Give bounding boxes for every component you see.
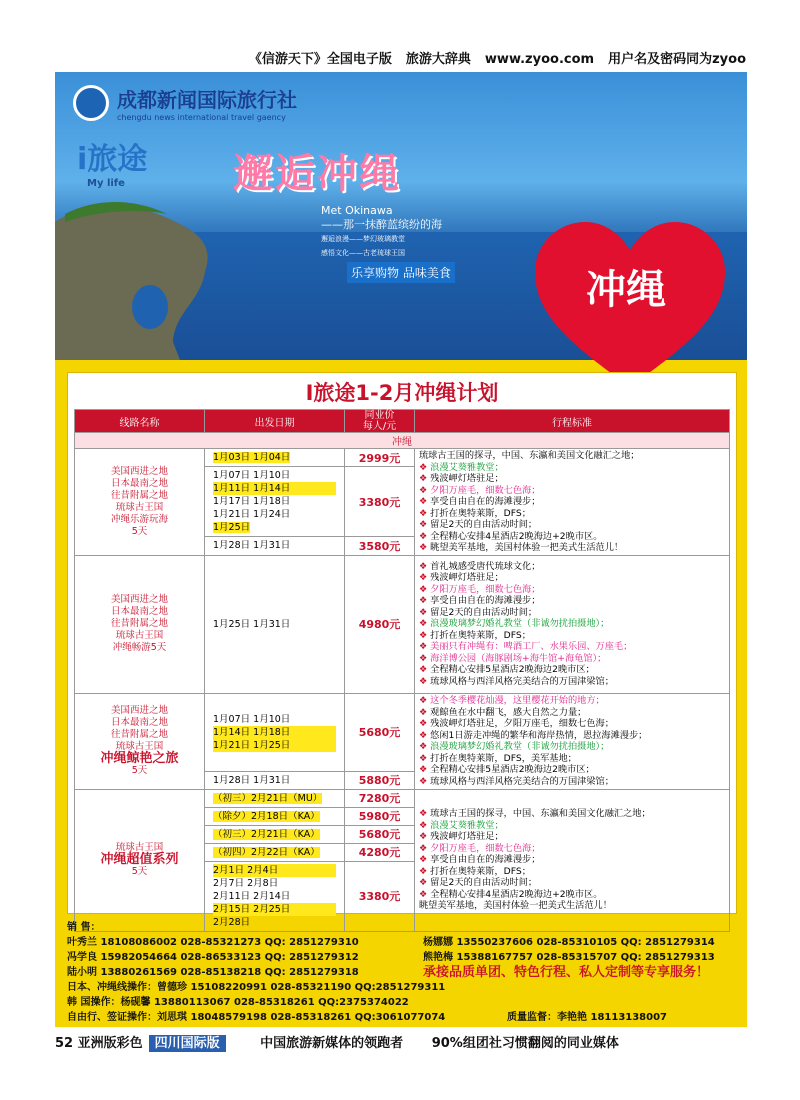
route-name-3: 美国西进之地 日本最南之地 往昔附属之地 琉球古王国 冲绳鲸艳之旅 5天 — [75, 693, 205, 789]
itour-logo — [77, 134, 147, 189]
route-name-2: 美国西进之地 日本最南之地 往昔附属之地 琉球古王国 冲绳畅游5天 — [75, 555, 205, 693]
contact: 韩 国操作：杨砚馨 13880113067 028-85318261 QQ:2375374022 — [67, 997, 409, 1008]
page-footer — [55, 1032, 747, 1051]
table-row — [75, 693, 730, 771]
region-label: 冲绳 — [75, 433, 730, 449]
price-cell: 4280元 — [345, 843, 415, 861]
price-cell: 5980元 — [345, 807, 415, 825]
met-tagline: ——那一抹醉蓝缤纷的海 — [321, 218, 442, 231]
date-cell: （初三）2月21日（KA） — [205, 825, 345, 843]
culture-line: 感悟文化——古老琉球王国 — [321, 249, 405, 257]
slogan-1: 中国旅游新媒体的领跑者 — [260, 1036, 404, 1051]
contact: 陆小明 13880261569 028-85138218 QQ: 2851279318 — [67, 967, 359, 978]
shopping-badge: 乐享购物 品味美食 — [347, 262, 455, 283]
contact: 冯学良 15982054664 028-86533123 QQ: 2851279312 — [67, 952, 359, 963]
company-logo — [73, 84, 297, 122]
feature-cell: ❖ 首礼城感受唐代琉球文化； ❖ 残波岬灯塔驻足； ❖ 夕阳万座毛，细数七色海； ❖ 享受自由自在的海滩漫步； ❖ 留足2天的自由活动时间； ❖ 浪漫玻璃梦幻婚礼教堂（非诚勿扰拍摄地）； ❖ 打折在奥特莱斯，DFS； ❖ 美丽只有冲绳有：啤酒工厂、水果乐园、万座毛； ❖ 海洋博公园（海豚剧场+海牛馆+海龟馆）； ❖ 全程精心安排5星酒店2晚海边2晚市区； ❖ 琉球风格与西洋风格完美结合的万国津梁馆； — [415, 555, 730, 693]
col-price: 同业价 每人/元 — [345, 410, 415, 433]
hero-title: 邂逅冲绳 — [233, 151, 401, 197]
ad-frame — [55, 72, 747, 1027]
price-cell: 5680元 — [345, 693, 415, 771]
route-table — [74, 409, 730, 932]
table-header — [75, 410, 730, 433]
date-cell: 1月28日 1月31日 — [205, 771, 345, 789]
route-name-1: 美国西进之地 日本最南之地 往昔附属之地 琉球古王国 冲绳乐游玩海 5天 — [75, 449, 205, 556]
top-header — [0, 48, 800, 67]
date-cell: （除夕）2月18日（KA） — [205, 807, 345, 825]
hero-subtitle-block — [321, 204, 442, 260]
company-name-en: chengdu news international travel gaency — [117, 113, 286, 122]
contact: 叶秀兰 18108086002 028-85321273 QQ: 2851279310 — [67, 937, 359, 948]
date-cell: 1月07日 1月10日 1月14日 1月18日 1月21日 1月25日 — [205, 693, 345, 771]
date-cell: （初三）2月21日（MU） — [205, 789, 345, 807]
date-cell: 1月25日 1月31日 — [205, 555, 345, 693]
contact: 日本、冲绳线操作：曾德珍 15108220991 028-85321190 QQ:2851279311 — [67, 982, 446, 993]
plan-title: I旅途1-2月冲绳计划 — [305, 381, 499, 405]
region-row — [75, 433, 730, 449]
price-cell: 7280元 — [345, 789, 415, 807]
itour-subtitle: My life — [87, 178, 125, 189]
dictionary-label: 旅游大辞典 — [405, 52, 471, 67]
feature-cell: ❖ 这个冬季樱花灿漫，这里樱花开始的地方； ❖ 观鲸鱼在水中翻飞，感大自然之力量； ❖ 残波岬灯塔驻足，夕阳万座毛，细数七色海； ❖ 悠闲1日游走冲绳的繁华和海岸热情，恩拉海滩漫步； ❖ 浪漫玻璃梦幻婚礼教堂（非诚勿扰拍摄地）； ❖ 打折在奥特莱斯，DFS，美军基地； ❖ 全程精心安排5星酒店2晚海边2晚市区； ❖ 琉球风格与西洋风格完美结合的万国津梁馆； — [415, 693, 730, 789]
website-link[interactable]: www.zyoo.com — [484, 52, 595, 67]
company-name: 成都新闻国际旅行社 — [117, 88, 297, 112]
login-note: 用户名及密码同为zyoo — [608, 52, 746, 67]
date-cell: （初四）2月22日（KA） — [205, 843, 345, 861]
sales-contacts — [67, 920, 735, 1025]
price-cell: 2999元 — [345, 449, 415, 467]
col-date: 出发日期 — [205, 410, 345, 433]
quality-supervisor: 质量监督：李艳艳 18113138007 — [507, 1012, 668, 1023]
sales-label: 销 售： — [67, 922, 101, 933]
date-cell: 1月03日 1月04日 — [205, 449, 345, 467]
magazine-name: 《信游天下》全国电子版 — [248, 52, 392, 67]
cliff-image — [55, 192, 255, 360]
price-cell: 3380元 — [345, 467, 415, 537]
contact: 熊艳梅 15388167757 028-85315707 QQ: 2851279313 — [423, 952, 715, 963]
price-cell: 3380元 — [345, 861, 415, 931]
slogan-2: 90%组团社习惯翻阅的同业媒体 — [431, 1036, 619, 1051]
price-cell: 3580元 — [345, 537, 415, 555]
contact: 自由行、签证操作：刘思琪 18048579198 028-85318261 QQ:3061077074 — [67, 1012, 446, 1023]
date-cell: 1月28日 1月31日 — [205, 537, 345, 555]
edition-badge: 四川国际版 — [149, 1035, 226, 1052]
route-name-4: 琉球古王国 冲绳超值系列 5天 — [75, 789, 205, 931]
col-standard: 行程标准 — [415, 410, 730, 433]
table-row — [75, 555, 730, 693]
col-route: 线路名称 — [75, 410, 205, 433]
itour-name: i旅途 — [77, 142, 148, 177]
service-slogan: 承接品质单团、特色行程、私人定制等专享服务！ — [423, 965, 710, 980]
date-cell: 1月07日 1月10日 1月11日 1月14日 1月17日 1月18日 1月21日 1月24日 1月25日 — [205, 467, 345, 537]
logo-icon — [73, 85, 109, 121]
feature-cell: ❖ 琉球古王国的探寻，中国、东瀛和美国文化融汇之地； ❖ 浪漫艾葵雅教堂； ❖ 残波岬灯塔驻足； ❖ 夕阳万座毛，细数七色海； ❖ 享受自由自在的海滩漫步； ❖ 打折在奥特莱斯，DFS； ❖ 留足2天的自由活动时间； ❖ 全程精心安排4星酒店2晚海边+2晚市区。 眺望美军基地，美国村体验一把美式生活范儿！ — [415, 789, 730, 931]
met-okinawa: Met Okinawa — [321, 204, 393, 217]
page-number: 52 亚洲版彩色 — [55, 1036, 143, 1051]
price-cell: 4980元 — [345, 555, 415, 693]
heart-title: 冲绳 — [586, 267, 666, 313]
table-row — [75, 449, 730, 467]
date-cell: 2月1日 2月4日 2月7日 2月8日 2月11日 2月14日 2月15日 2月25日 2月28日 — [205, 861, 345, 931]
romance-line: 邂逅浪漫——梦幻玻璃教堂 — [321, 235, 405, 243]
feature-cell: 琉球古王国的探寻，中国、东瀛和美国文化融汇之地； ❖ 浪漫艾葵雅教堂； ❖ 残波岬灯塔驻足； ❖ 夕阳万座毛，细数七色海； ❖ 享受自由自在的海滩漫步； ❖ 打折在奥特莱斯，DFS； ❖ 留足2天的自由活动时间； ❖ 全程精心安排4星酒店2晚海边+2晚市区。 ❖ 眺望美军基地，美国村体验一把美式生活范儿！ — [415, 449, 730, 556]
price-cell: 5880元 — [345, 771, 415, 789]
price-cell: 5680元 — [345, 825, 415, 843]
contact: 杨娜娜 13550237606 028-85310105 QQ: 2851279314 — [423, 937, 715, 948]
table-row — [75, 789, 730, 807]
